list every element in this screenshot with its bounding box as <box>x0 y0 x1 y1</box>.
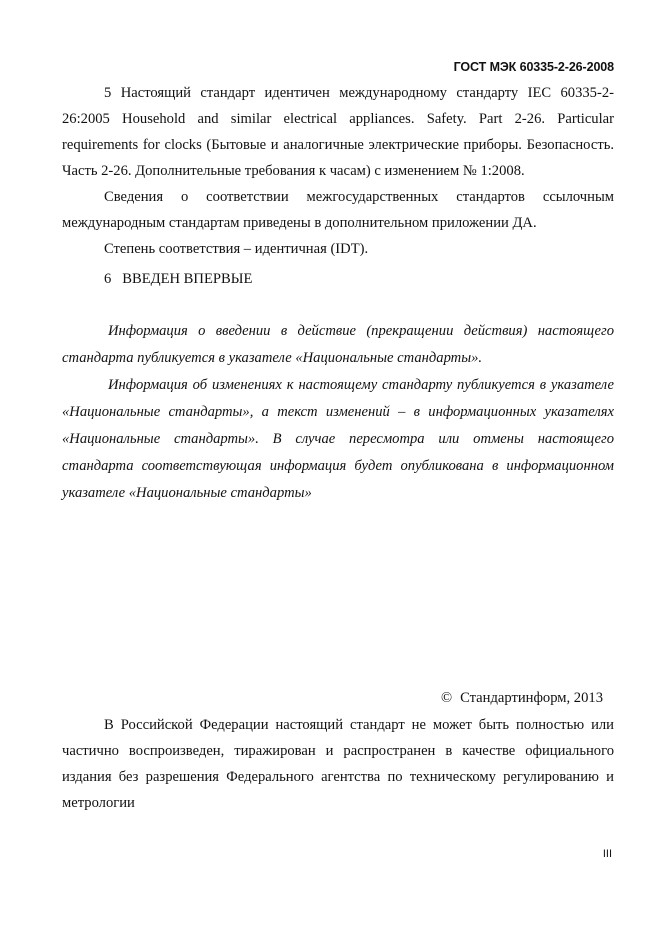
publication-notice-section <box>62 318 614 507</box>
document-code-header: ГОСТ МЭК 60335-2-26-2008 <box>453 60 614 74</box>
page-number: III <box>602 848 612 860</box>
copyright-line <box>441 685 603 711</box>
copyright-symbol: © <box>440 690 453 706</box>
reproduction-notice-paragraph: В Российской Федерации настоящий стандарт не может быть полностью или частично воспроизведен, тиражирован и распространен в качестве официального издания без разрешения Федерального агентства по техническому регулированию и метрологии <box>62 717 614 811</box>
paragraph-6: 6 ВВЕДЕН ВПЕРВЫЕ <box>104 271 253 287</box>
copyright-holder: Стандартинформ, 2013 <box>460 690 603 706</box>
paragraph-5: 5 Настоящий стандарт идентичен международному стандарту IEC 60335-2-26:2005 Household and similar electrical appliances. Safety. Part 2-26. Particular requirements for clocks (Бытовые и аналогичные электрические приборы. Безопасность. Часть 2-26. Дополнительные требования к часам) с изменением № 1:2008. <box>62 85 614 179</box>
conformity-degree-paragraph: Степень соответствия – идентичная (IDT). <box>104 241 369 257</box>
amendments-info-paragraph: Информация об изменениях к настоящему стандарту публикуется в указателе «Национальные стандарты», а текст изменений – в информационных указателях «Национальные стандарты». В случае пересмотра или отмены настоящего стандарта соответствующая информация будет опубликована в информационном указателе «Национальные стандарты» <box>62 377 614 501</box>
preface-section <box>62 80 614 262</box>
harmonization-paragraph: Сведения о соответствии межгосударственных стандартов ссылочным международным стандартам приведены в дополнительном приложении ДА. <box>62 189 614 231</box>
enactment-info-paragraph: Информация о введении в действие (прекращении действия) настоящего стандарта публикуется в указателе «Национальные стандарты». <box>62 323 614 366</box>
reproduction-notice-section <box>62 712 614 816</box>
